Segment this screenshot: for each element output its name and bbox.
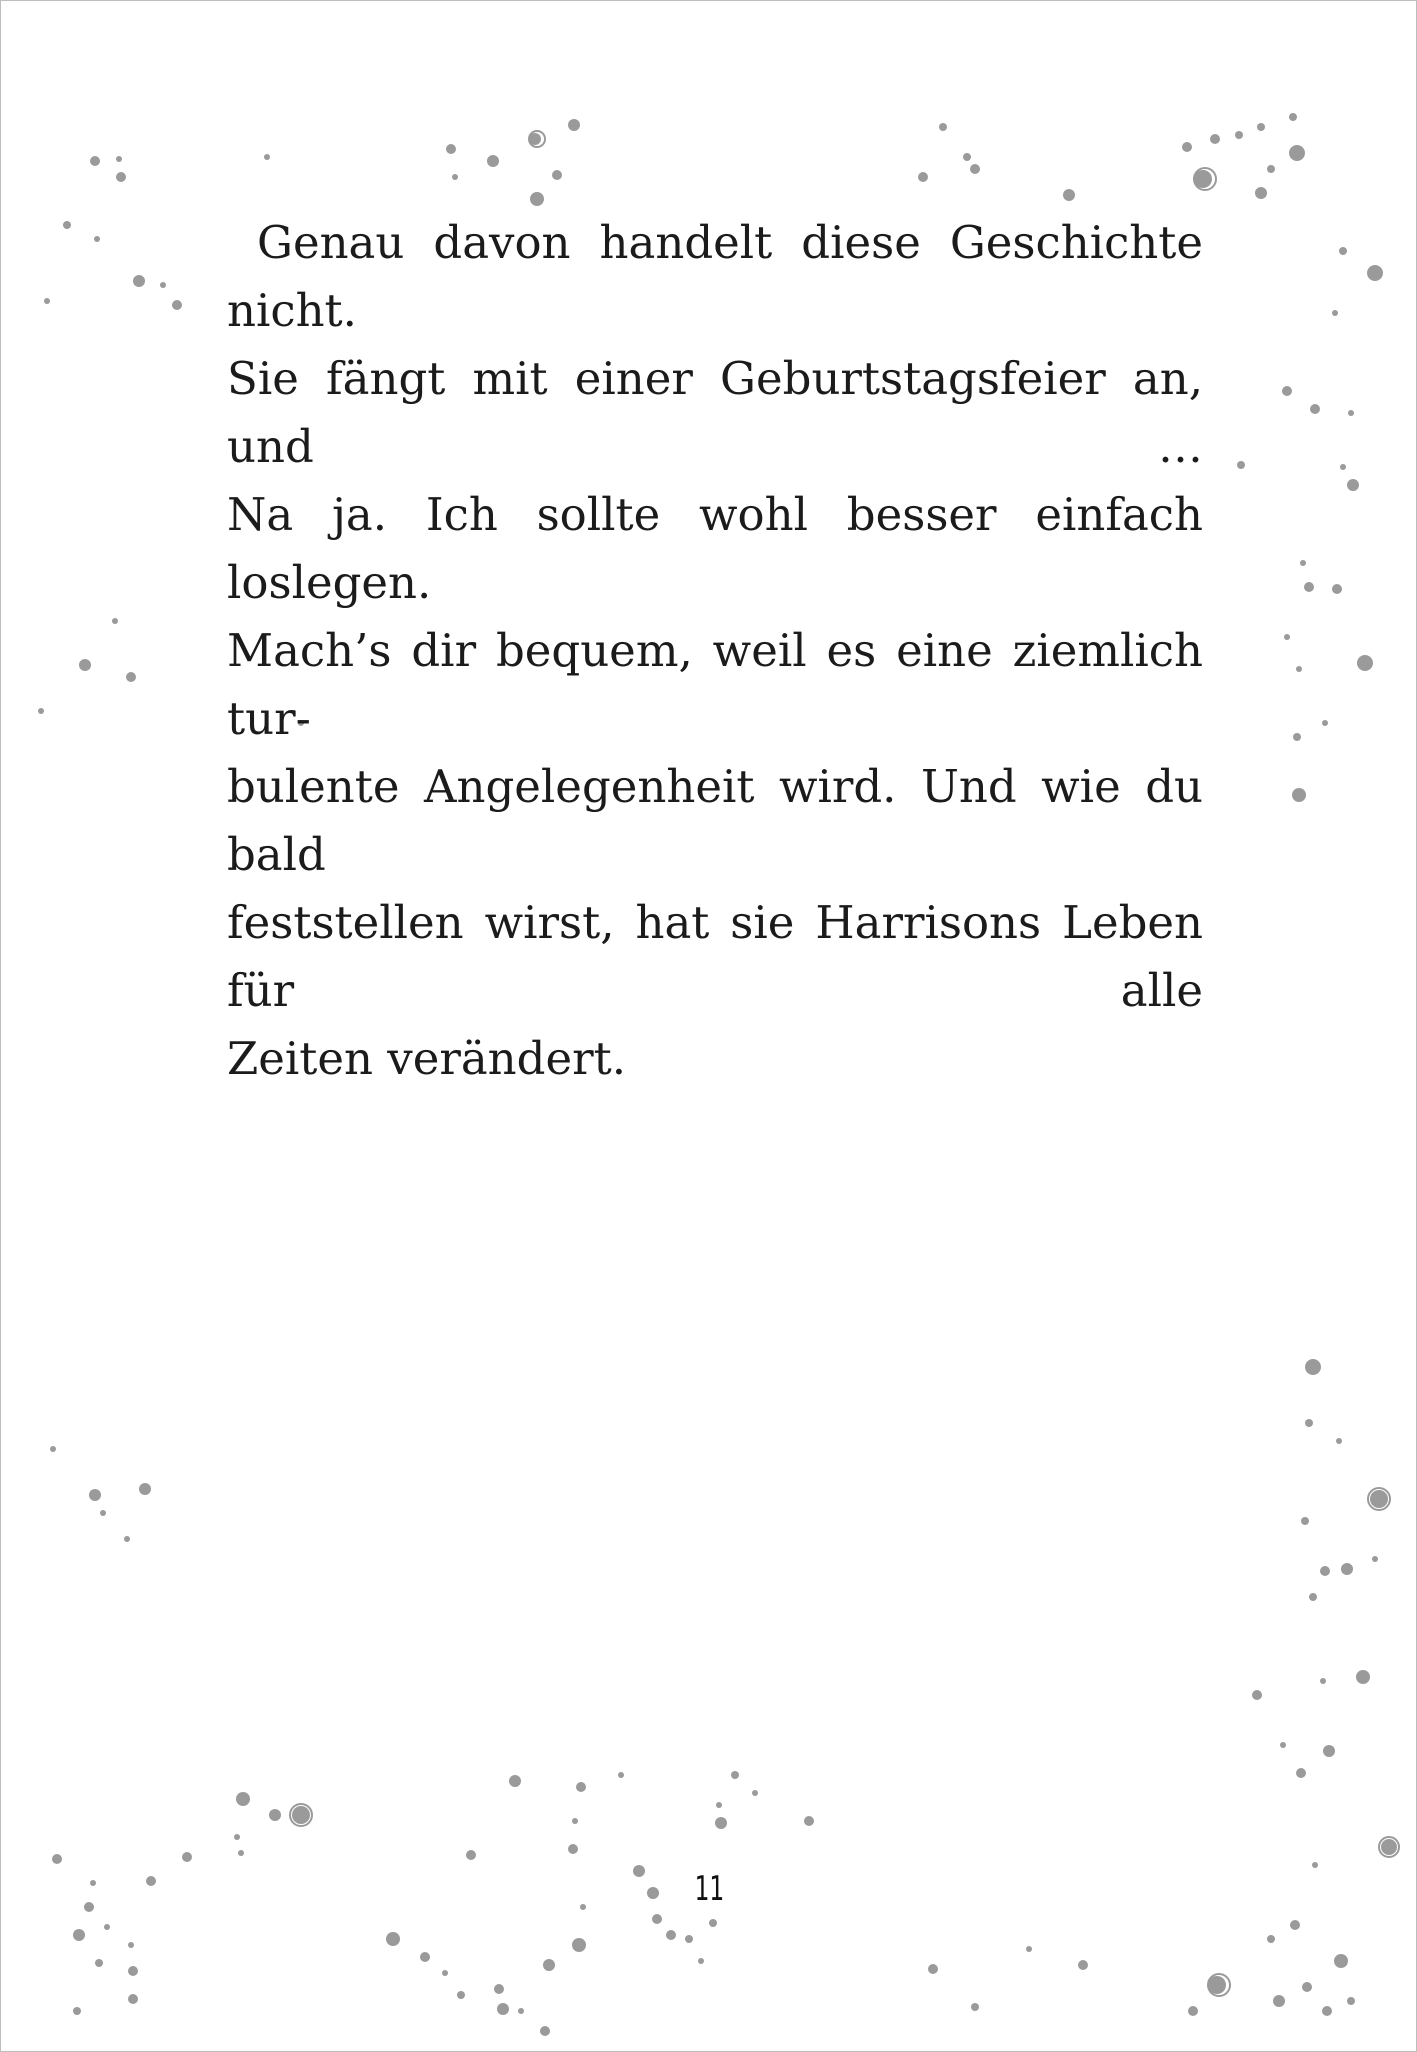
text-line: Zeiten verändert. (227, 1032, 627, 1085)
text-line: bulente Angelegenheit wird. Und wie du bald (227, 760, 1203, 881)
page-number: 11 (694, 1869, 724, 1909)
text-line: feststellen wirst, hat sie Harrisons Leben für alle (227, 896, 1203, 1017)
text-line: Mach’s dir bequem, weil es eine ziemlich tur- (227, 624, 1203, 745)
text-line: Na ja. Ich sollte wohl besser einfach loslegen. (227, 488, 1203, 609)
text-line: Sie fängt mit einer Geburtstagsfeier an, und … (227, 352, 1203, 473)
body-text (227, 209, 1203, 1093)
text-line: Genau davon handelt diese Geschichte nicht. (227, 216, 1203, 337)
